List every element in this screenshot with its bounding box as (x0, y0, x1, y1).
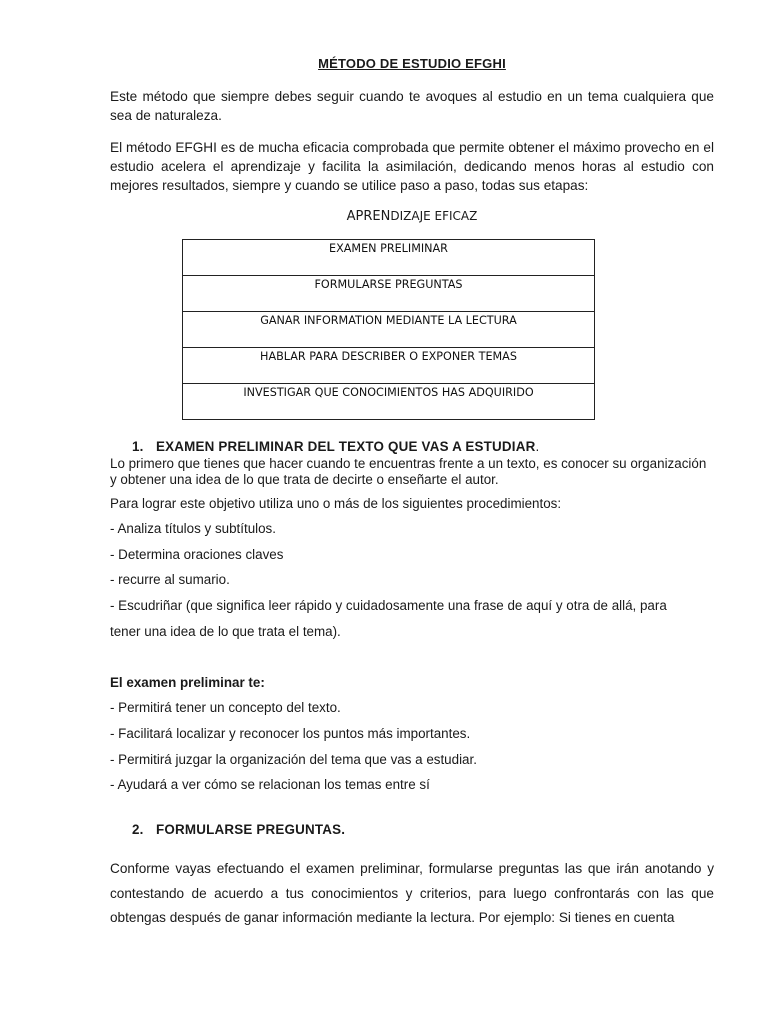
list-item: - recurre al sumario. (110, 572, 230, 587)
table-row: EXAMEN PRELIMINAR (183, 240, 595, 276)
intro-paragraph-2: El método EFGHI es de mucha eficacia comprobada que permite obtener el máximo provecho en el estudio acelera el aprendizaje y facilita la asimilación, dedicando menos horas al estudio con mejores resultados, siempre y cuando se utilice paso a paso, todas sus etapas: (110, 140, 714, 193)
list-item: - Permitirá juzgar la organización del tema que vas a estudiar. (110, 752, 477, 767)
section-1-heading (132, 439, 539, 454)
efghi-steps-table (182, 239, 595, 420)
list-item: - Analiza títulos y subtítulos. (110, 521, 276, 536)
list-item: - Ayudará a ver cómo se relacionan los temas entre sí (110, 777, 430, 792)
table-title-big: APREN (346, 209, 391, 224)
section-2-heading (132, 822, 345, 837)
table-title (110, 209, 714, 224)
list-item: - Escudriñar (que significa leer rápido y cuidadosamente una frase de aquí y otra de allá, para (110, 598, 667, 613)
section-1-lead: Para lograr este objetivo utiliza uno o más de los siguientes procedimientos: (110, 496, 562, 511)
intro-paragraph-1: Este método que siempre debes seguir cuando te avoques al estudio en un tema cualquiera que sea de naturaleza. (110, 89, 714, 123)
table-row: GANAR INFORMATION MEDIANTE LA LECTURA (183, 312, 595, 348)
benefits-title: El examen preliminar te: (110, 675, 265, 690)
section-1-number: 1. (132, 439, 144, 454)
table-row: INVESTIGAR QUE CONOCIMIENTOS HAS ADQUIRIDO (183, 384, 595, 420)
table-row: FORMULARSE PREGUNTAS (183, 276, 595, 312)
table-title-rest: DIZAJE EFICAZ (390, 209, 478, 223)
list-item: - Determina oraciones claves (110, 547, 284, 562)
section-2-heading-text: FORMULARSE PREGUNTAS. (156, 822, 346, 837)
document-title: MÉTODO DE ESTUDIO EFGHI (318, 56, 506, 71)
section-1-intro: Lo primero que tienes que hacer cuando te encuentras frente a un texto, es conocer su organización y obtener una idea de lo que trata de decirte o enseñarte el autor. (110, 456, 707, 487)
list-item: tener una idea de lo que trata el tema). (110, 624, 341, 639)
section-1-heading-end: . (535, 439, 540, 454)
section-2-number: 2. (132, 822, 144, 837)
section-2-body: Conforme vayas efectuando el examen preliminar, formularse preguntas las que irán anotando y contestando de acuerdo a tus conocimientos y criterios, para luego confrontarás con las que obtengas después de ganar información mediante la lectura. Por ejemplo: Si tienes en cuenta (110, 861, 714, 925)
list-item: - Facilitará localizar y reconocer los puntos más importantes. (110, 726, 471, 741)
section-1-heading-text: EXAMEN PRELIMINAR DEL TEXTO QUE VAS A ESTUDIAR (156, 439, 536, 454)
table-row: HABLAR PARA DESCRIBER O EXPONER TEMAS (183, 348, 595, 384)
list-item: - Permitirá tener un concepto del texto. (110, 700, 341, 715)
